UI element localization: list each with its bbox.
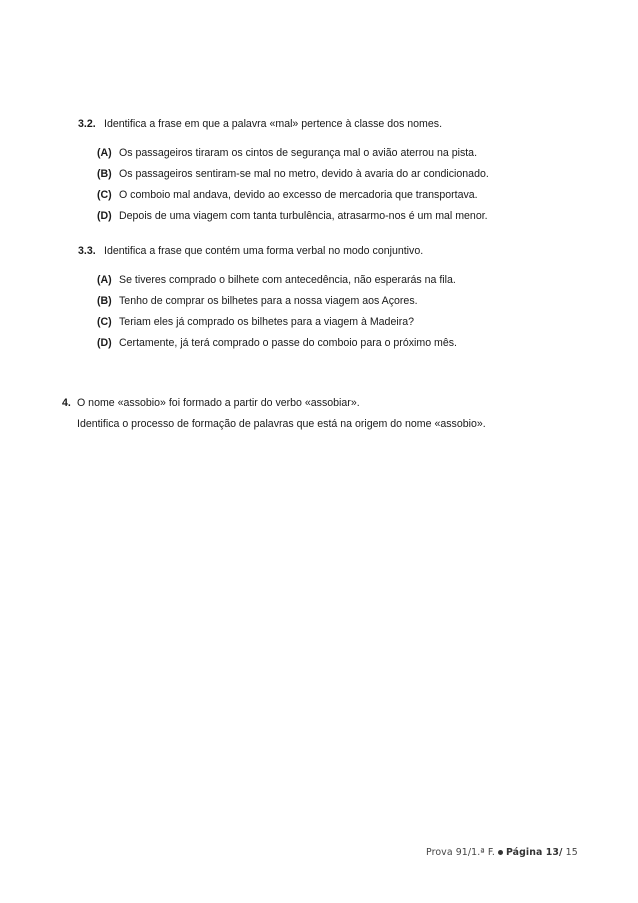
option-3-2-d: [97, 209, 488, 223]
question-4: [62, 396, 360, 410]
option-text: Os passageiros sentiram-se mal no metro, devido à avaria do ar condicionado.: [119, 168, 489, 180]
question-3-2: [78, 117, 442, 131]
bullet-icon: [498, 850, 503, 855]
option-3-2-b: [97, 167, 489, 181]
option-letter: (B): [97, 168, 112, 180]
option-letter: (A): [97, 274, 112, 286]
question-number: 3.2.: [78, 118, 96, 130]
question-prompt: Identifica o processo de formação de palavras que está na origem do nome «assobio».: [77, 418, 486, 430]
question-3-3: [78, 244, 423, 258]
page-label: Página 13/: [505, 847, 563, 858]
option-text: Os passageiros tiraram os cintos de segurança mal o avião aterrou na pista.: [119, 147, 478, 159]
question-number: 3.3.: [78, 245, 96, 257]
page-footer: [426, 847, 578, 859]
option-3-3-c: [97, 315, 414, 329]
option-text: Certamente, já terá comprado o passe do comboio para o próximo mês.: [119, 337, 457, 349]
option-letter: (A): [97, 147, 112, 159]
question-prompt: Identifica a frase em que a palavra «mal» pertence à classe dos nomes.: [104, 118, 443, 130]
option-3-3-a: [97, 273, 456, 287]
question-4-instruction: [77, 417, 486, 431]
option-3-3-d: [97, 336, 457, 350]
question-statement: O nome «assobio» foi formado a partir do verbo «assobiar».: [77, 397, 360, 409]
option-letter: (C): [97, 316, 112, 328]
option-3-2-c: [97, 188, 478, 202]
question-number: 4.: [62, 397, 71, 409]
page-total: 15: [562, 847, 578, 858]
option-letter: (C): [97, 189, 112, 201]
option-3-3-b: [97, 294, 418, 308]
option-text: O comboio mal andava, devido ao excesso de mercadoria que transportava.: [119, 189, 478, 201]
option-text: Tenho de comprar os bilhetes para a nossa viagem aos Açores.: [119, 295, 418, 307]
option-letter: (D): [97, 337, 112, 349]
option-3-2-a: [97, 146, 477, 160]
option-letter: (B): [97, 295, 112, 307]
option-letter: (D): [97, 210, 112, 222]
option-text: Teriam eles já comprado os bilhetes para a viagem à Madeira?: [119, 316, 415, 328]
option-text: Se tiveres comprado o bilhete com antecedência, não esperarás na fila.: [119, 274, 456, 286]
question-prompt: Identifica a frase que contém uma forma verbal no modo conjuntivo.: [104, 245, 424, 257]
option-text: Depois de uma viagem com tanta turbulência, atrasarmo-nos é um mal menor.: [119, 210, 488, 222]
exam-identifier: Prova 91/1.ª F.: [426, 847, 495, 858]
